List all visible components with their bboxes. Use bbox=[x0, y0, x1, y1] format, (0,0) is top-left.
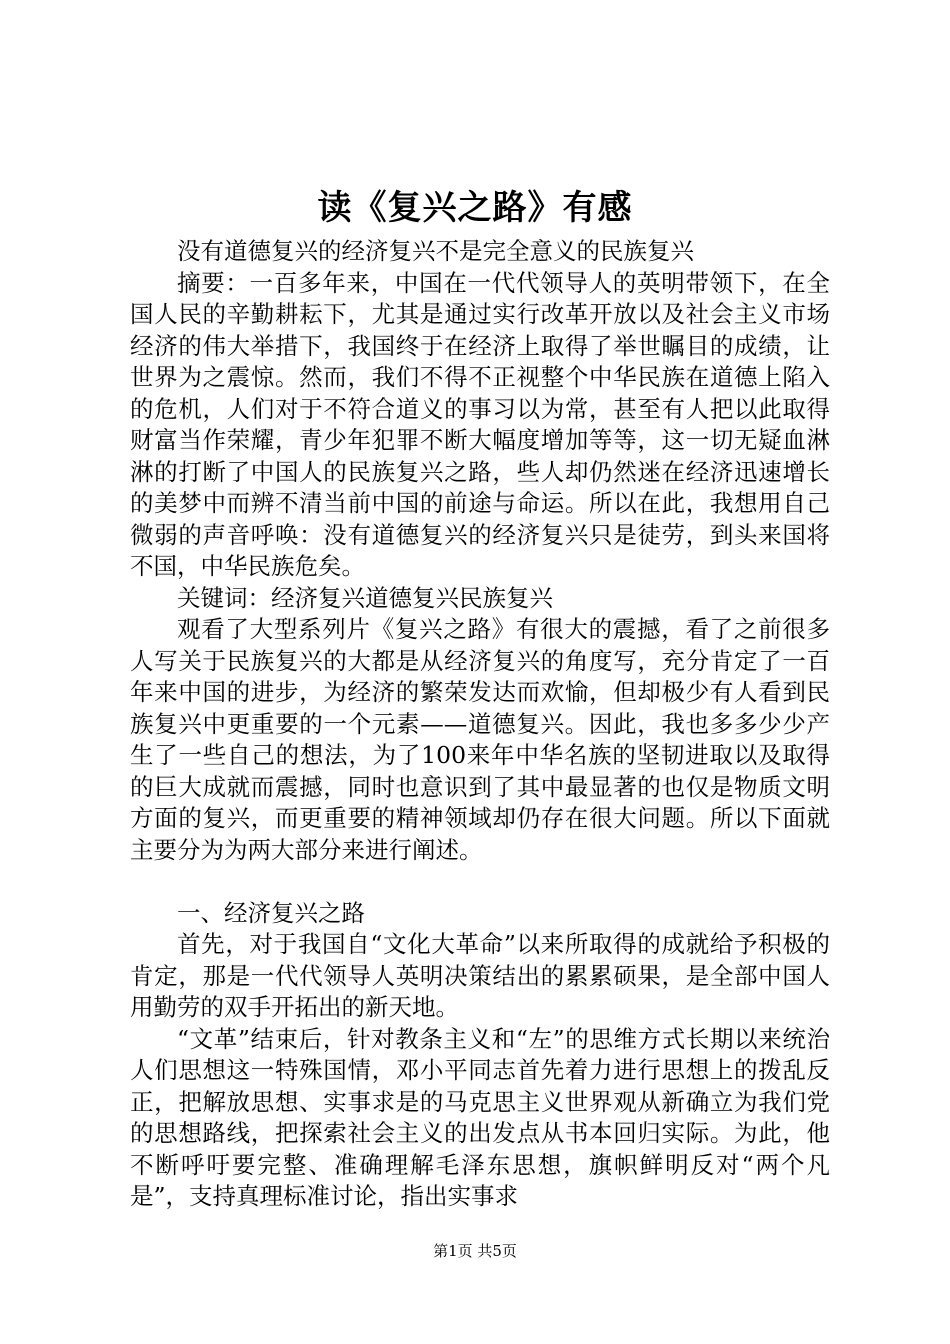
keywords-paragraph: 关键词：经济复兴道德复兴民族复兴 bbox=[177, 583, 553, 612]
subtitle-paragraph: 没有道德复兴的经济复兴不是完全意义的民族复兴 bbox=[177, 237, 694, 265]
document-body bbox=[130, 236, 830, 1213]
section-paragraph: “文革”结束后，针对教条主义和“左”的思维方式长期以来统治人们思想这一特殊国情，邓小平同志首先着力进行思想上的拨乱反正，把解放思想、实事求是的马克思主义世界观从新确立为我们党的思想路线，把探索社会主义的出发点从书本回归实际。为此，他不断呼吁要完整、准确理解毛泽东思想，旗帜鲜明反对“两个凡是”，支持真理标准讨论，指出实事求 bbox=[130, 1024, 830, 1210]
paragraph-spacer bbox=[130, 866, 830, 898]
section-paragraph: 首先，对于我国自“文化大革命”以来所取得的成就给予积极的肯定，那是一代代领导人英明决策结出的累累硕果，是全部中国人用勤劳的双手开拓出的新天地。 bbox=[130, 930, 830, 1021]
page-footer: 第1页 共5页 bbox=[433, 1242, 517, 1260]
section-heading: 一、经济复兴之路 bbox=[177, 898, 365, 927]
intro-paragraph: 观看了大型系列片《复兴之路》有很大的震撼，看了之前很多人写关于民族复兴的大都是从经济复兴的角度写，充分肯定了一百年来中国的进步，为经济的繁荣发达而欢愉，但却极少有人看到民族复兴中更重要的一个元素——道德复兴。因此，我也多多少少产生了一些自己的想法，为了100来年中华名族的坚韧进取以及取得的巨大成就而震撼，同时也意识到了其中最显著的也仅是物质文明方面的复兴，而更重要的精神领域却仍存在很大问题。所以下面就主要分为为两大部分来进行阐述。 bbox=[130, 615, 830, 864]
abstract-paragraph: 摘要：一百多年来，中国在一代代领导人的英明带领下，在全国人民的辛勤耕耘下，尤其是通过实行改革开放以及社会主义市场经济的伟大举措下，我国终于在经济上取得了举世瞩目的成绩，让世界为之震惊。然而，我们不得不正视整个中华民族在道德上陷入的危机，人们对于不符合道义的事习以为常，甚至有人把以此取得财富当作荣耀，青少年犯罪不断大幅度增加等等，这一切无疑血淋淋的打断了中国人的民族复兴之路，些人却仍然迷在经济迅速增长的美梦中而辨不清当前中国的前途与命运。所以在此，我想用自己微弱的声音呼唤：没有道德复兴的经济复兴只是徒劳，到头来国将不国，中华民族危矣。 bbox=[130, 268, 830, 580]
document-title: 读《复兴之路》有感 bbox=[317, 188, 633, 228]
